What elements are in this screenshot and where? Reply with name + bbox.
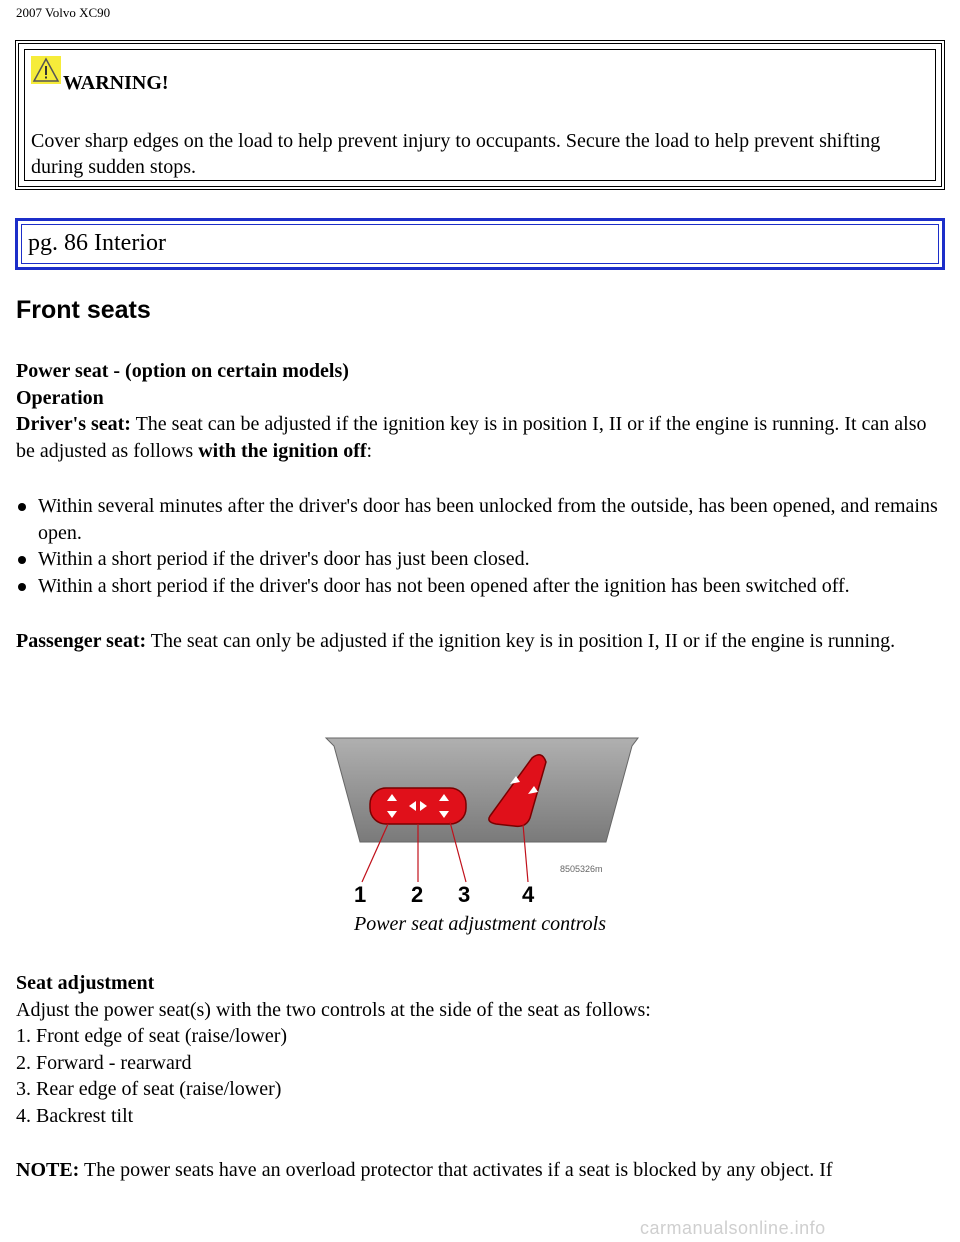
list-item: 4. Backrest tilt xyxy=(16,1104,134,1127)
note-label: NOTE: xyxy=(16,1159,80,1181)
list-item: Within a short period if the driver's door has not been opened after the ignition has been switched off. xyxy=(16,573,946,600)
seat-adjustment-intro: Adjust the power seat(s) with the two controls at the side of the seat as follows: xyxy=(16,998,651,1021)
callout-4: 4 xyxy=(522,882,535,907)
list-item: Within a short period if the driver's door has just been closed. xyxy=(16,546,946,573)
control-panel xyxy=(326,738,638,842)
warning-title: WARNING! xyxy=(63,72,169,94)
warning-box xyxy=(15,40,945,190)
passenger-seat-paragraph xyxy=(16,628,946,655)
section-title: Front seats xyxy=(16,296,151,324)
figure-caption: Power seat adjustment controls xyxy=(353,913,607,935)
list-item: Within several minutes after the driver's door has been unlocked from the outside, has been opened, and remains open. xyxy=(16,493,946,546)
warning-text: Cover sharp edges on the load to help prevent injury to occupants. Secure the load to help prevent shifting during sudden stops. xyxy=(31,130,881,178)
watermark: carmanualsonline.info xyxy=(640,1218,826,1238)
power-seat-controls-figure xyxy=(320,732,650,912)
seat-adjustment-section xyxy=(16,970,946,1129)
list-item: 3. Rear edge of seat (raise/lower) xyxy=(16,1078,282,1100)
driver-seat-paragraph xyxy=(16,411,946,464)
callout-1: 1 xyxy=(354,882,367,907)
callout-2: 2 xyxy=(411,882,424,907)
driver-seat-end: : xyxy=(366,439,373,462)
note-paragraph xyxy=(16,1157,946,1184)
passenger-seat-text: The seat can only be adjusted if the ignition key is in position I, II or if the engine is running. xyxy=(146,630,896,652)
ignition-off-list xyxy=(16,493,946,599)
seat-adjustment-heading: Seat adjustment xyxy=(16,972,155,994)
list-item: 2. Forward - rearward xyxy=(16,1051,192,1074)
passenger-seat-label: Passenger seat: xyxy=(16,630,147,652)
note-text: The power seats have an overload protector that activates if a seat is blocked by any object. If xyxy=(79,1159,833,1181)
figure-code: 8505326m xyxy=(560,864,603,874)
page-label: pg. 86 Interior xyxy=(21,224,939,264)
document-header: 2007 Volvo XC90 xyxy=(16,5,111,20)
warning-triangle-icon xyxy=(31,56,61,84)
ignition-off-text: with the ignition off xyxy=(198,439,367,462)
page-label-box xyxy=(15,218,945,270)
seat-cushion-control xyxy=(370,788,466,824)
callout-3: 3 xyxy=(458,882,471,907)
power-seat-section xyxy=(16,358,946,464)
operation-heading: Operation xyxy=(16,386,104,409)
power-seat-heading: Power seat - (option on certain models) xyxy=(16,360,349,382)
driver-seat-label: Driver's seat: xyxy=(16,413,131,435)
driver-seat-text: The seat can be adjusted if the ignition key is in position I, II or if the engine is running. It can also be adjusted as follows xyxy=(16,413,927,462)
list-item: 1. Front edge of seat (raise/lower) xyxy=(16,1025,288,1047)
